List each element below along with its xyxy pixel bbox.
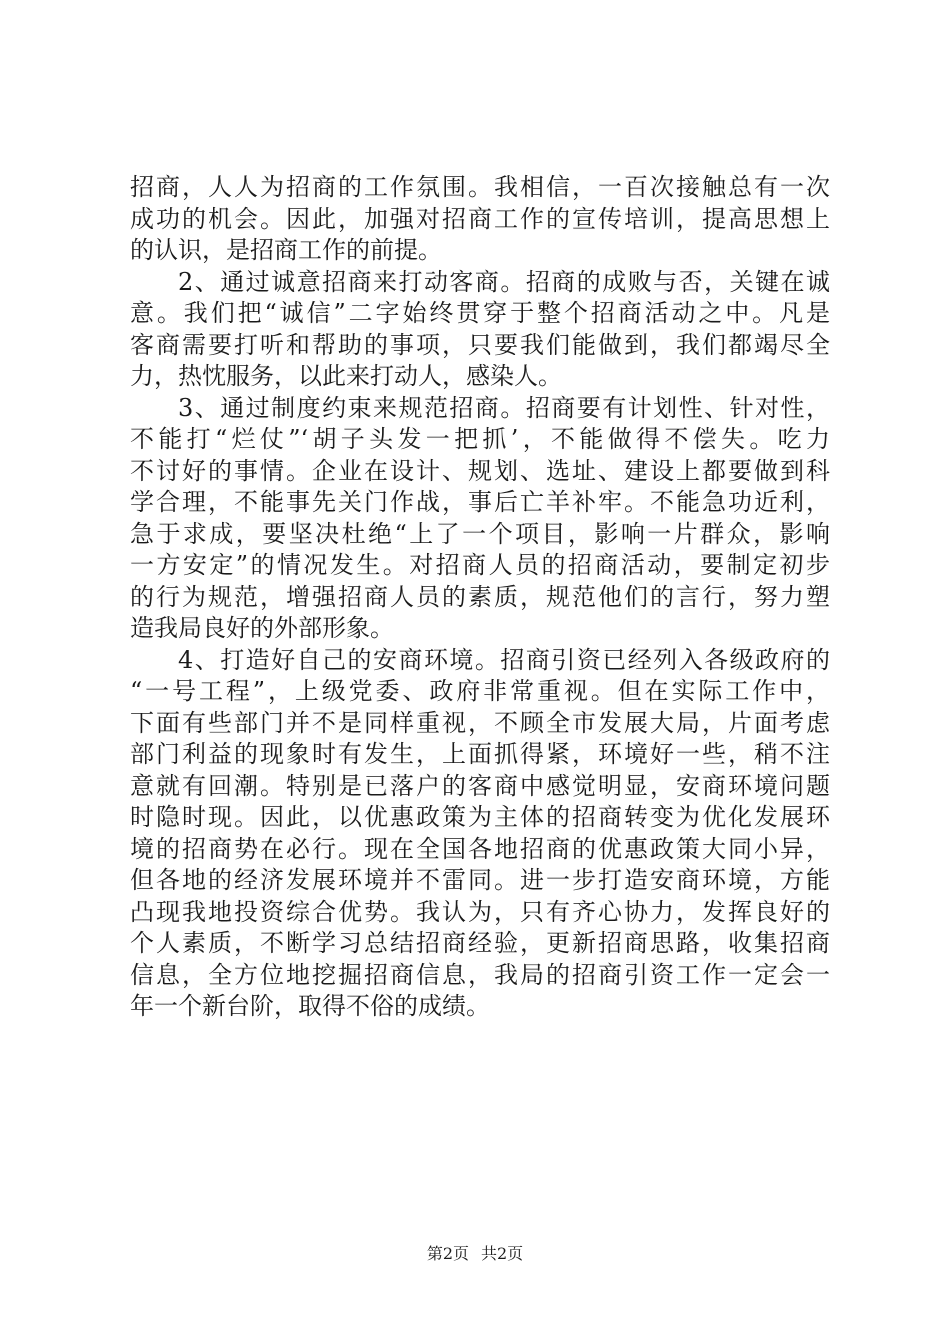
paragraph: [130, 393, 830, 645]
document-body: [130, 172, 830, 1023]
text-line: 造我局良好的外部形象。: [130, 614, 394, 642]
text-line: 成功的机会。因此，加强对招商工作的宣传培训，提高思想上: [130, 204, 830, 233]
text-line: 部门利益的现象时有发生，上面抓得紧，环境好一些，稍不注: [130, 740, 830, 768]
text-line: 力，热忱服务，以此来打动人，感染人。: [130, 362, 562, 390]
page-number-total: 共2页: [481, 1244, 524, 1263]
paragraph: [130, 645, 830, 1023]
text-line: “一号工程”，上级党委、政府非常重视。但在实际工作中，: [130, 677, 830, 705]
text-line: 学合理，不能事先关门作战，事后亡羊补牢。不能急功近利，: [130, 488, 830, 516]
text-line: 凸现我地投资综合优势。我认为，只有齐心协力，发挥良好的: [130, 897, 830, 926]
text-line: 一方安定”的情况发生。对招商人员的招商活动，要制定初步: [130, 551, 830, 579]
paragraph: [130, 267, 830, 393]
paragraph: [130, 172, 830, 267]
text-line: 不能打“烂仗”‘胡子头发一把抓’，不能做得不偿失。吃力: [130, 425, 830, 453]
text-line: 意就有回潮。特别是已落户的客商中感觉明显，安商环境问题: [130, 771, 830, 800]
text-line: 不讨好的事情。企业在设计、规划、选址、建设上都要做到科: [130, 456, 830, 485]
text-line: 的认识，是招商工作的前提。: [130, 236, 442, 264]
text-line: 招商，人人为招商的工作氛围。我相信，一百次接触总有一次: [130, 173, 830, 201]
text-line: 年一个新台阶，取得不俗的成绩。: [130, 992, 490, 1020]
text-line: 时隐时现。因此，以优惠政策为主体的招商转变为优化发展环: [130, 803, 830, 831]
text-line: 4、打造好自己的安商环境。招商引资已经列入各级政府的: [178, 645, 830, 674]
page-footer: [0, 1242, 950, 1266]
text-line: 急于求成，要坚决杜绝“上了一个项目，影响一片群众，影响: [130, 519, 830, 548]
text-line: 意。我们把“诚信”二字始终贯穿于整个招商活动之中。凡是: [130, 299, 830, 327]
page-number-current: 第2页: [426, 1244, 469, 1263]
text-line: 个人素质，不断学习总结招商经验，更新招商思路，收集招商: [130, 929, 830, 957]
text-line: 下面有些部门并不是同样重视，不顾全市发展大局，片面考虑: [130, 708, 830, 737]
text-line: 境的招商势在必行。现在全国各地招商的优惠政策大同小异，: [130, 834, 830, 863]
text-line: 但各地的经济发展环境并不雷同。进一步打造安商环境，方能: [130, 866, 830, 894]
text-line: 2、通过诚意招商来打动客商。招商的成败与否，关键在诚: [178, 267, 830, 296]
text-line: 3、通过制度约束来规范招商。招商要有计划性、针对性，: [178, 393, 830, 422]
text-line: 的行为规范，增强招商人员的素质，规范他们的言行，努力塑: [130, 582, 830, 611]
text-line: 客商需要打听和帮助的事项，只要我们能做到，我们都竭尽全: [130, 330, 830, 359]
text-line: 信息，全方位地挖掘招商信息，我局的招商引资工作一定会一: [130, 960, 830, 989]
